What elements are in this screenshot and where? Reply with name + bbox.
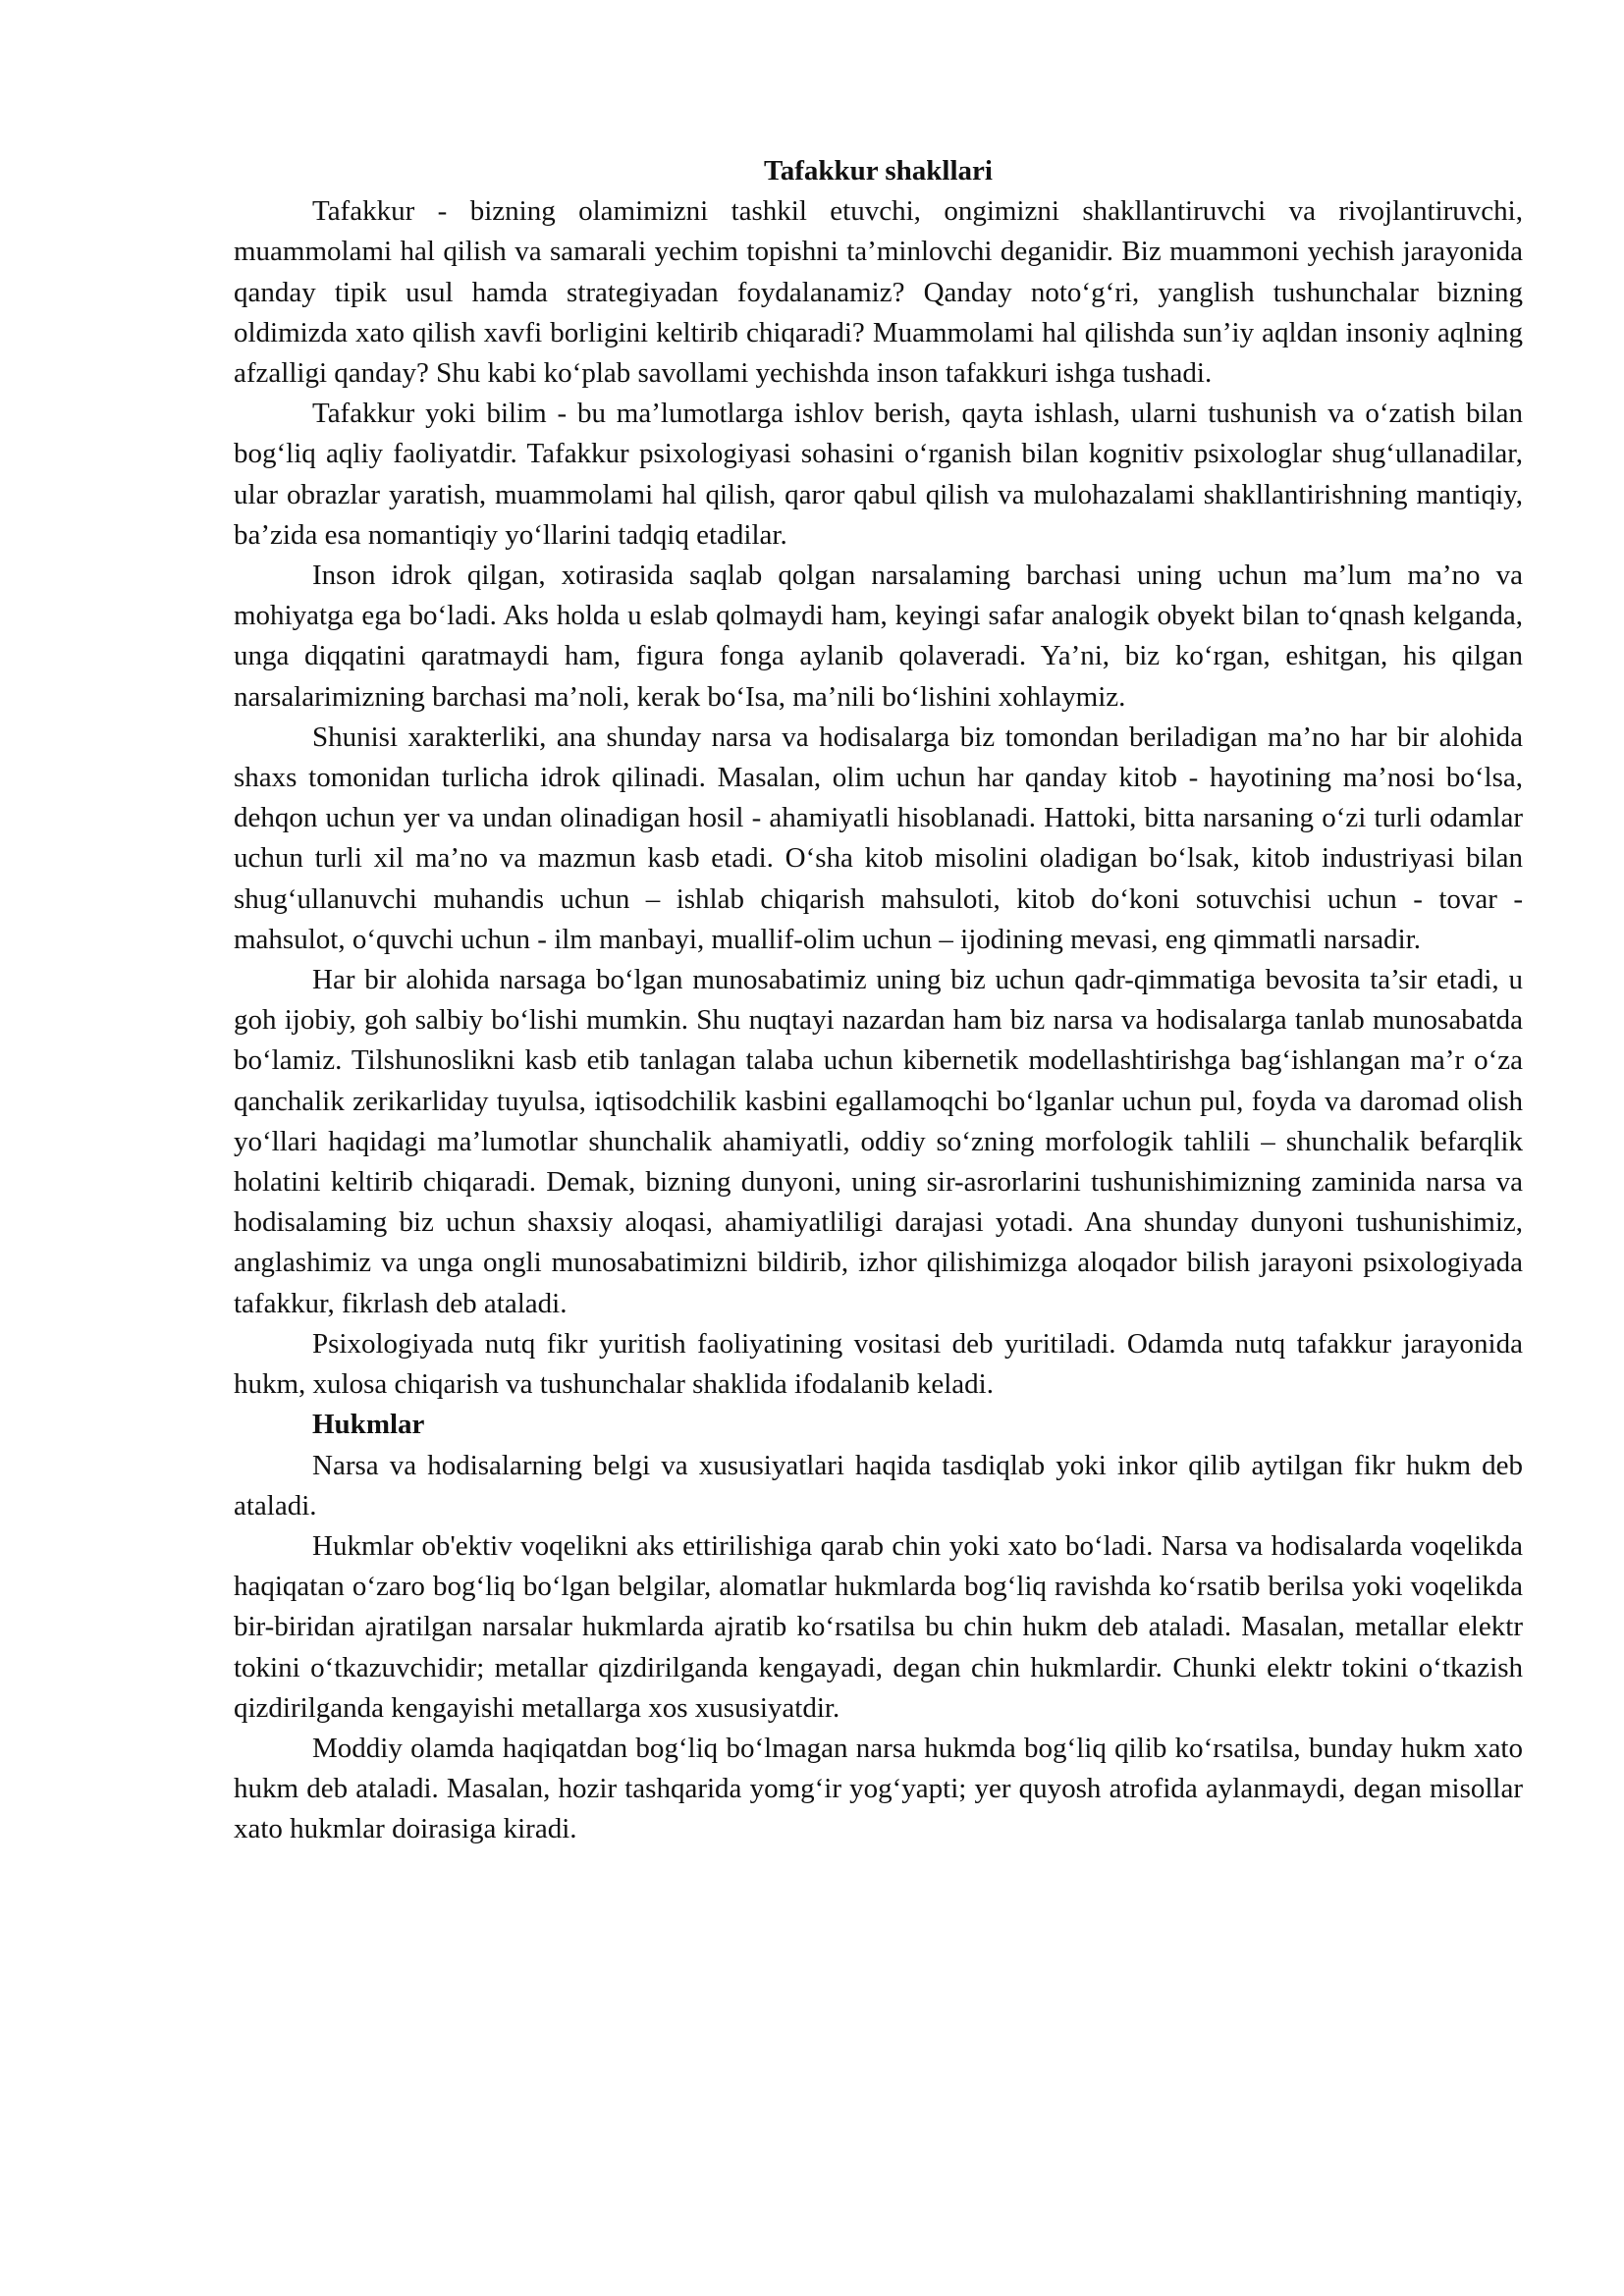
document-title: Tafakkur shakllari xyxy=(764,155,993,187)
paragraph-intro-2: Tafakkur yoki bilim - bu ma’lumotlarga ishlov berish, qayta ishlash, ularni tushunish va o‘zatish bilan bog‘liq aqliy faoliyatdir. Tafakkur psixologiyasi sohasini o‘rganish bilan kognitiv psixologlar shug‘ullanadilar, ular obrazlar yaratish, muammolami hal qilish, qaror qabul qilish va mulohazalami shakllantirishning mantiqiy, ba’zida esa nomantiqiy yo‘llarini tadqiq etadilar. xyxy=(234,398,1523,551)
paragraph-section-2: Hukmlar ob'ektiv voqelikni aks ettirilishiga qarab chin yoki xato bo‘ladi. Narsa va hodisalarda voqelikda haqiqatan o‘zaro bog‘liq bo‘lgan belgilar, alomatlar hukmlarda bog‘liq ravishda ko‘rsatib berilsa yoki voqelikda bir-biridan ajratilgan narsalar hukmlarda ajratib ko‘rsatilsa bu chin hukm deb ataladi. Masalan, metallar elektr tokini o‘tkazuvchidir; metallar qizdirilganda kengayadi, degan chin hukmlardir. Chunki elektr tokini o‘tkazish qizdirilganda kengayishi metallarga xos xususiyatdir. xyxy=(234,1529,1523,1724)
paragraph-intro-4: Shunisi xarakterliki, ana shunday narsa va hodisalarga biz tomondan beriladigan ma’no har bir alohida shaxs tomonidan turlicha idrok qilinadi. Masalan, olim uchun har qanday kitob - hayotining ma’nosi bo‘lsa, dehqon uchun yer va undan olinadigan hosil - ahamiyatli hisoblanadi. Hattoki, bitta narsaning o‘zi turli odamlar uchun turli xil ma’no va mazmun kasb etadi. O‘sha kitob misolini oladigan bo‘lsak, kitob industriyasi bilan shug‘ullanuvchi muhandis uchun – ishlab chiqarish mahsuloti, kitob do‘koni sotuvchisi uchun - tovar - mahsulot, o‘quvchi uchun - ilm manbayi, muallif-olim uchun – ijodining mevasi, eng qimmatli narsadir. xyxy=(234,721,1523,955)
paragraph-section-1: Narsa va hodisalarning belgi va xususiyatlari haqida tasdiqlab yoki inkor qilib aytilgan fikr hukm deb ataladi. xyxy=(234,1449,1523,1522)
paragraph-intro-1: Tafakkur - bizning olamimizni tashkil etuvchi, ongimizni shakllantiruvchi va rivojlantiruvchi, muammolami hal qilish va samarali yechim topishni ta’minlovchi deganidir. Biz muammoni yechish jarayonida qanday tipik usul hamda strategiyadan foydalanamiz? Qanday noto‘g‘ri, yanglish tushunchalar bizning oldimizda xato qilish xavfi borligini keltirib chiqaradi? Muammolami hal qilishda sun’iy aqldan insoniy aqlning afzalligi qanday? Shu kabi ko‘plab savollami yechishda inson tafakkuri ishga tushadi. xyxy=(234,195,1523,390)
document-page xyxy=(234,151,1523,1850)
paragraph-intro-6: Psixologiyada nutq fikr yuritish faoliyatining vositasi deb yuritiladi. Odamda nutq tafakkur jarayonida hukm, xulosa chiqarish va tushunchalar shaklida ifodalanib keladi. xyxy=(234,1327,1523,1401)
section-heading-hukmlar: Hukmlar xyxy=(312,1409,425,1441)
paragraph-section-3: Moddiy olamda haqiqatdan bog‘liq bo‘lmagan narsa hukmda bog‘liq qilib ko‘rsatilsa, bunday hukm xato hukm deb ataladi. Masalan, hozir tashqarida yomg‘ir yog‘yapti; yer quyosh atrofida aylanmaydi, degan misollar xato hukmlar doirasiga kiradi. xyxy=(234,1732,1523,1845)
paragraph-intro-5: Har bir alohida narsaga bo‘lgan munosabatimiz uning biz uchun qadr-qimmatiga bevosita ta’sir etadi, u goh ijobiy, goh salbiy bo‘lishi mumkin. Shu nuqtayi nazardan ham biz narsa va hodisalarga tanlab munosabatda bo‘lamiz. Tilshunoslikni kasb etib tanlagan talaba uchun kibernetik modellashtirishga bag‘ishlangan ma’r o‘za qanchalik zerikarliday tuyulsa, iqtisodchilik kasbini egallamoqchi bo‘lganlar uchun pul, foyda va daromad olish yo‘llari haqidagi ma’lumotlar shunchalik ahamiyatli, oddiy so‘zning morfologik tahlili – shunchalik befarqlik holatini keltirib chiqaradi. Demak, bizning dunyoni, uning sir-asrorlarini tushunishimizning zaminida narsa va hodisalaming biz uchun shaxsiy aloqasi, ahamiyatliligi darajasi yotadi. Ana shunday dunyoni tushunishimiz, anglashimiz va unga ongli munosabatimizni bildirib, izhor qilishimizga aloqador bilish jarayoni psixologiyada tafakkur, fikrlash deb ataladi. xyxy=(234,964,1523,1319)
paragraph-intro-3: Inson idrok qilgan, xotirasida saqlab qolgan narsalaming barchasi uning uchun ma’lum ma’no va mohiyatga ega bo‘ladi. Aks holda u eslab qolmaydi ham, keyingi safar analogik obyekt bilan to‘qnash kelganda, unga diqqatini qaratmaydi ham, figura fonga aylanib qolaveradi. Ya’ni, biz ko‘rgan, eshitgan, his qilgan narsalarimizning barchasi ma’noli, kerak bo‘Isa, ma’nili bo‘lishini xohlaymiz. xyxy=(234,560,1523,713)
